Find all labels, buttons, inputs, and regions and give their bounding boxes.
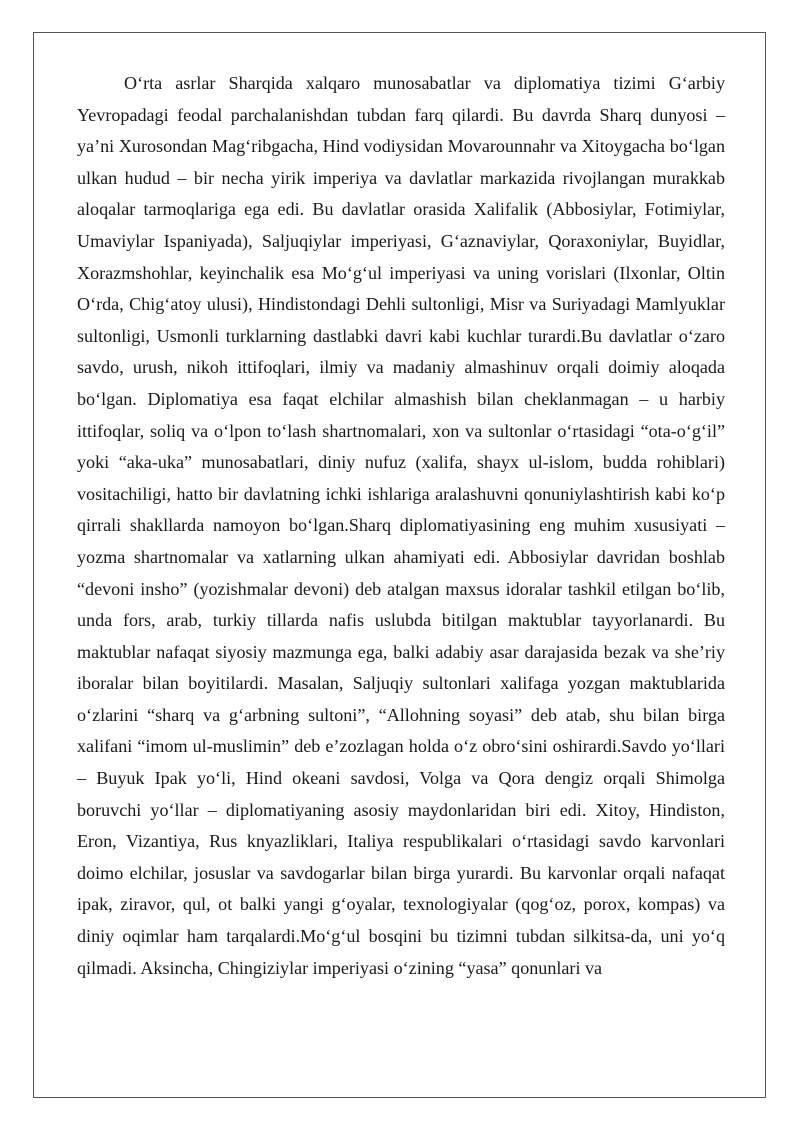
- body-paragraph: O‘rta asrlar Sharqida xalqaro munosabatlar va diplomatiya tizimi G‘arbiy Yevropadagi feodal parchalanishdan tubdan farq qilardi. Bu davrda Sharq dunyosi – ya’ni Xurosondan Mag‘ribgacha, Hind vodiysidan Movarounnahr va Xitoygacha bo‘lgan ulkan hudud – bir necha yirik imperiya va davlatlar markazida rivojlangan murakkab aloqalar tarmoqlariga ega edi. Bu davlatlar orasida Xalifalik (Abbosiylar, Fotimiylar, Umaviylar Ispaniyada), Saljuqiylar imperiyasi, G‘aznaviylar, Qoraxoniylar, Buyidlar, Xorazmshohlar, keyinchalik esa Mo‘g‘ul imperiyasi va uning vorislari (Ilxonlar, Oltin O‘rda, Chig‘atoy ulusi), Hindistondagi Dehli sultonligi, Misr va Suriyadagi Mamlyuklar sultonligi, Usmonli turklarning dastlabki davri kabi kuchlar turardi.Bu davlatlar o‘zaro savdo, urush, nikoh ittifoqlari, ilmiy va madaniy almashinuv orqali doimiy aloqada bo‘lgan. Diplomatiya esa faqat elchilar almashish bilan cheklanmagan – u harbiy ittifoqlar, soliq va o‘lpon to‘lash shartnomalari, xon va sultonlar o‘rtasidagi “ota-o‘g‘il” yoki “aka-uka” munosabatlari, diniy nufuz (xalifa, shayx ul-islom, budda rohiblari) vositachiligi, hatto bir davlatning ichki ishlariga aralashuvni qonuniylashtirish kabi ko‘p qirrali shakllarda namoyon bo‘lgan.Sharq diplomatiyasining eng muhim xususiyati – yozma shartnomalar va xatlarning ulkan ahamiyati edi. Abbosiylar davridan boshlab “devoni insho” (yozishmalar devoni) deb atalgan maxsus idoralar tashkil etilgan bo‘lib, unda fors, arab, turkiy tillarda nafis uslubda bitilgan maktublar tayyorlanardi. Bu maktublar nafaqat siyosiy mazmunga ega, balki adabiy asar darajasida bezak va she’riy iboralar bilan boyitilardi. Masalan, Saljuqiy sultonlari xalifaga yozgan maktublarida o‘zlarini “sharq va g‘arbning sultoni”, “Allohning soyasi” deb atab, shu bilan birga xalifani “imom ul-muslimin” deb e’zozlagan holda o‘z obro‘sini oshirardi.Savdo yo‘llari – Buyuk Ipak yo‘li, Hind okeani savdosi, Volga va Qora dengiz orqali Shimolga boruvchi yo‘llar – diplomatiyaning asosiy maydonlaridan biri edi. Xitoy, Hindiston, Eron, Vizantiya, Rus knyazliklari, Italiya respublikalari o‘rtasidagi savdo karvonlari doimo elchilar, josuslar va savdogarlar bilan birga yurardi. Bu karvonlar orqali nafaqat ipak, ziravor, qul, ot balki yangi g‘oyalar, texnologiyalar (qog‘oz, porox, kompas) va diniy oqimlar ham tarqalardi.Mo‘g‘ul bosqini bu tizimni tubdan silkitsa-da, uni yo‘q qilmadi. Aksincha, Chingiziylar imperiyasi o‘zining “yasa” qonunlari va: [77, 73, 725, 978]
